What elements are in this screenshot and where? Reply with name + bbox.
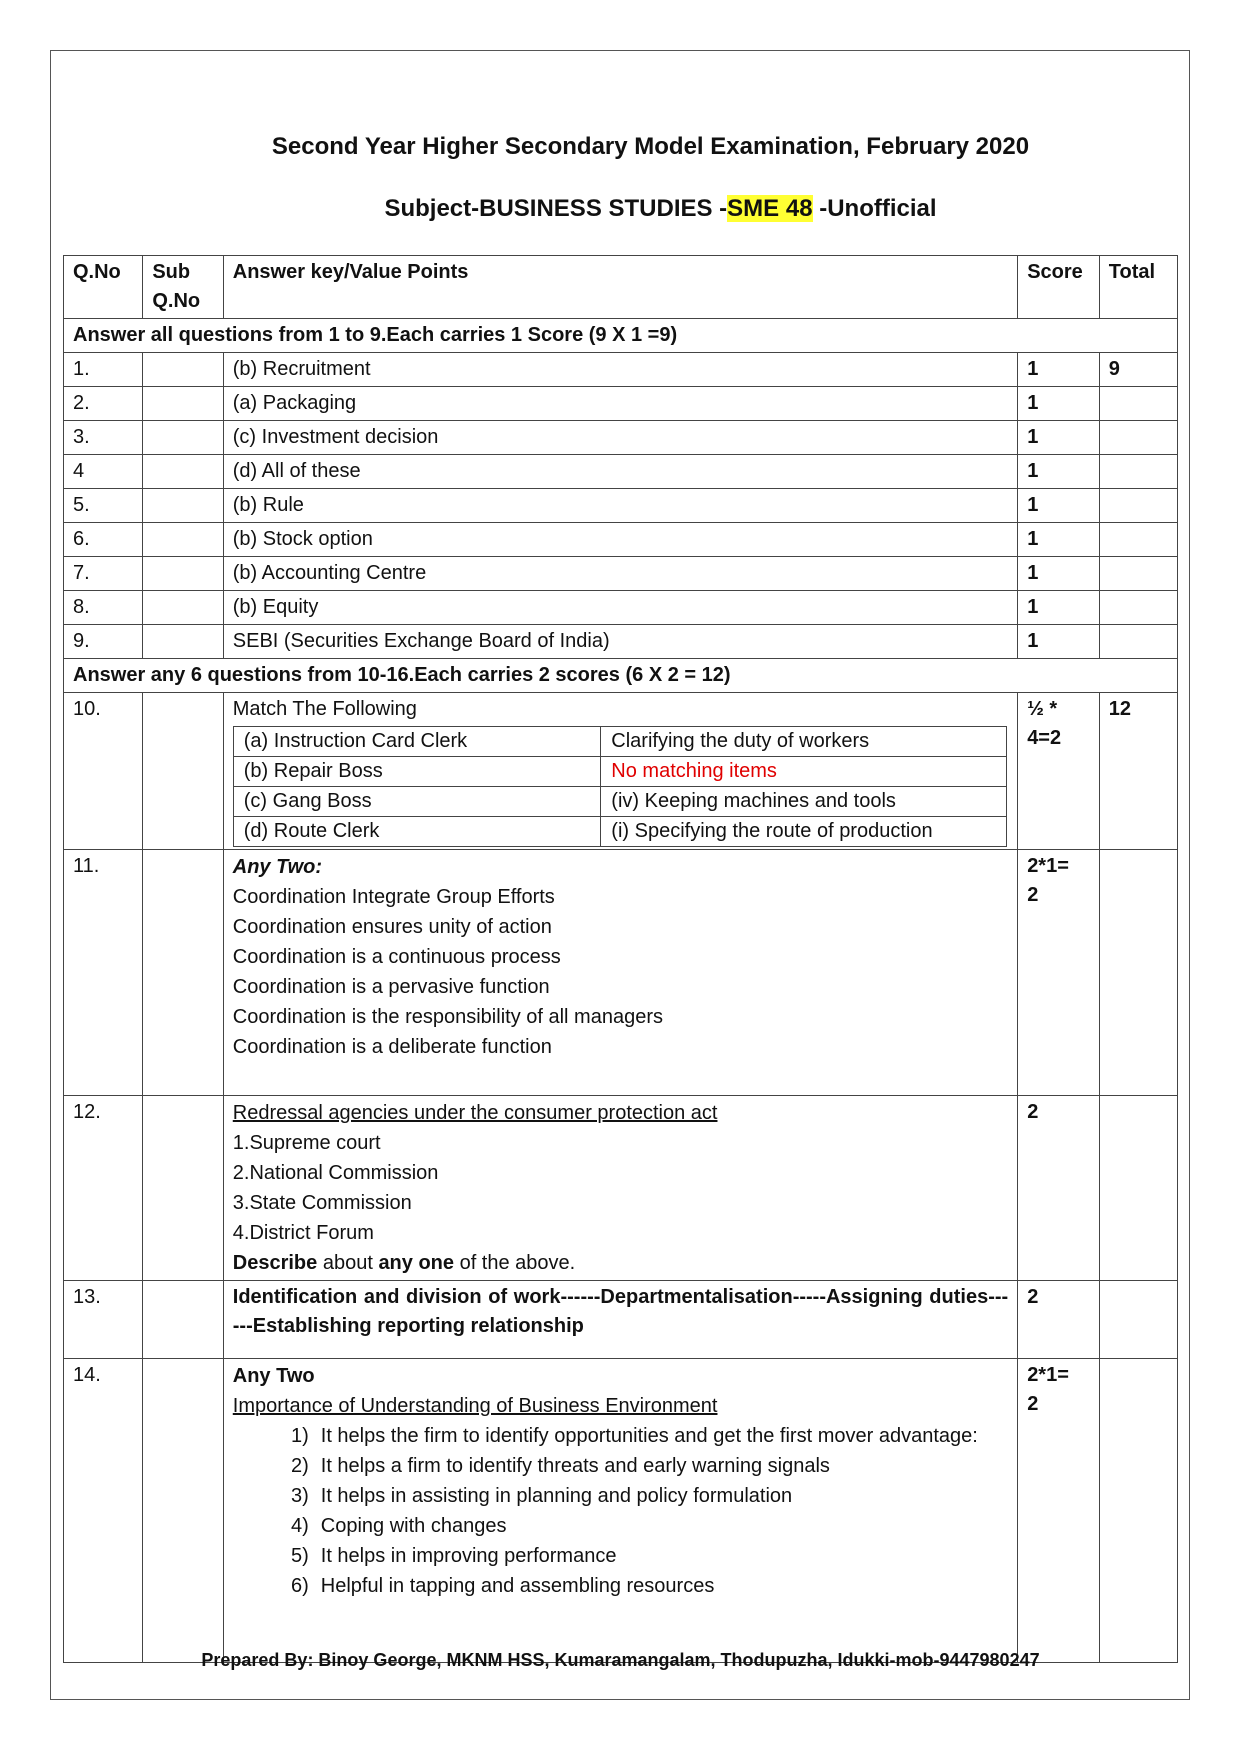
table-row-q14 (64, 1359, 1178, 1663)
score-cell: 1 (1018, 557, 1100, 591)
exam-title: Second Year Higher Secondary Model Examination, February 2020 (271, 133, 1030, 160)
list-number: 4) (290, 1515, 309, 1537)
table-row (64, 489, 1178, 523)
any-two-label: Any Two (232, 1365, 315, 1387)
table-row (64, 353, 1178, 387)
note-text: about (317, 1252, 379, 1274)
list-item (273, 1571, 1008, 1601)
list-number: 3) (290, 1485, 309, 1507)
answer-cell (223, 693, 1017, 850)
answer-cell (223, 1359, 1017, 1663)
subqno-cell (143, 591, 223, 625)
match-row (233, 787, 1006, 817)
total-cell (1099, 557, 1177, 591)
match-right: Clarifying the duty of workers (601, 727, 1006, 757)
qno-cell: 2. (64, 387, 143, 421)
match-right: (iv) Keeping machines and tools (601, 787, 1006, 817)
score-cell: 1 (1018, 489, 1100, 523)
note-bold: any one (378, 1252, 455, 1274)
total-cell (1099, 489, 1177, 523)
list-text: It helps a firm to identify threats and early warning signals (320, 1455, 830, 1477)
note-text: of the above. (454, 1252, 576, 1274)
score-line: 2 (1027, 1393, 1039, 1415)
answer-cell: (a) Packaging (223, 387, 1017, 421)
qno-cell: 14. (64, 1359, 143, 1663)
subqno-cell (143, 455, 223, 489)
subject-prefix: Subject-BUSINESS STUDIES - (384, 195, 728, 222)
qno-cell: 6. (64, 523, 143, 557)
col-header-answer: Answer key/Value Points (223, 256, 1017, 319)
subqno-cell (143, 523, 223, 557)
total-cell (1099, 421, 1177, 455)
col-header-total: Total (1099, 256, 1177, 319)
qno-cell: 4 (64, 455, 143, 489)
list-item (273, 1451, 1008, 1481)
score-cell: 1 (1018, 625, 1100, 659)
score-line: 2 (1027, 884, 1039, 906)
col-header-qno: Q.No (64, 256, 143, 319)
note-bold: Describe (232, 1252, 318, 1274)
score-cell: 1 (1018, 591, 1100, 625)
total-cell: 9 (1099, 353, 1177, 387)
total-cell (1099, 387, 1177, 421)
table-row-q13 (64, 1281, 1178, 1359)
qno-cell: 3. (64, 421, 143, 455)
answer-cell (223, 1096, 1017, 1281)
answer-cell: (b) Recruitment (223, 353, 1017, 387)
subject-code-highlight: SME 48 (727, 195, 813, 222)
table-row (64, 387, 1178, 421)
list-text: It helps in improving performance (320, 1545, 617, 1567)
col-header-subqno: Sub Q.No (143, 256, 223, 319)
list-text: It helps the firm to identify opportunities and get the first mover advantage: (320, 1425, 978, 1447)
qno-cell: 12. (64, 1096, 143, 1281)
total-cell (1099, 850, 1177, 1096)
match-row (233, 817, 1006, 847)
list-item: Coordination is a pervasive function (232, 976, 550, 998)
list-number: 1) (290, 1425, 309, 1447)
total-cell (1099, 455, 1177, 489)
q12-note (233, 1248, 1008, 1278)
subject-suffix: -Unofficial (812, 195, 937, 222)
table-row (64, 455, 1178, 489)
score-cell (1018, 1359, 1100, 1663)
score-cell (1018, 693, 1100, 850)
total-cell: 12 (1099, 693, 1177, 850)
subqno-cell (143, 1281, 223, 1359)
score-cell (1018, 850, 1100, 1096)
qno-cell: 1. (64, 353, 143, 387)
score-cell: 2 (1018, 1281, 1100, 1359)
match-row (233, 757, 1006, 787)
subqno-cell (143, 693, 223, 850)
list-item: 4.District Forum (232, 1222, 374, 1244)
list-text: It helps in assisting in planning and policy formulation (320, 1485, 793, 1507)
list-item: 3.State Commission (232, 1192, 412, 1214)
list-item: Coordination is a continuous process (232, 946, 561, 968)
total-cell (1099, 625, 1177, 659)
score-line: ½ * (1027, 698, 1058, 720)
match-right: (i) Specifying the route of production (601, 817, 1006, 847)
score-cell: 1 (1018, 421, 1100, 455)
score-cell: 2 (1018, 1096, 1100, 1281)
answer-cell: (b) Equity (223, 591, 1017, 625)
subqno-cell (143, 850, 223, 1096)
qno-cell: 8. (64, 591, 143, 625)
match-left: (a) Instruction Card Clerk (233, 727, 601, 757)
answer-cell: Identification and division of work------Departmentalisation-----Assigning duties------Establishing reporting relationship (223, 1281, 1017, 1359)
table-row-q12 (64, 1096, 1178, 1281)
section-heading-row (64, 659, 1178, 693)
subqno-cell (143, 625, 223, 659)
answer-cell: (b) Accounting Centre (223, 557, 1017, 591)
qno-cell: 9. (64, 625, 143, 659)
list-item (273, 1481, 1008, 1511)
list-number: 6) (290, 1575, 309, 1597)
answer-cell: (b) Stock option (223, 523, 1017, 557)
answer-cell: (b) Rule (223, 489, 1017, 523)
list-item (273, 1421, 1008, 1451)
q14-heading: Importance of Understanding of Business Environment (232, 1395, 718, 1417)
list-item: Coordination Integrate Group Efforts (232, 886, 555, 908)
numbered-list (233, 1421, 1008, 1601)
footer-credit: Prepared By: Binoy George, MKNM HSS, Kumaramangalam, Thodupuzha, Idukki-mob-9447980247 (201, 1650, 1040, 1670)
score-cell: 1 (1018, 387, 1100, 421)
qno-cell: 11. (64, 850, 143, 1096)
section2-heading: Answer any 6 questions from 10-16.Each carries 2 scores (6 X 2 = 12) (64, 659, 1178, 693)
list-number: 2) (290, 1455, 309, 1477)
section1-heading: Answer all questions from 1 to 9.Each carries 1 Score (9 X 1 =9) (64, 319, 1178, 353)
total-cell (1099, 523, 1177, 557)
score-cell: 1 (1018, 455, 1100, 489)
list-item: 1.Supreme court (232, 1132, 381, 1154)
match-right-no-match: No matching items (601, 757, 1006, 787)
list-text: Coping with changes (320, 1515, 507, 1537)
subqno-cell (143, 1359, 223, 1663)
qno-cell: 5. (64, 489, 143, 523)
table-row-q11 (64, 850, 1178, 1096)
total-cell (1099, 591, 1177, 625)
total-cell (1099, 1096, 1177, 1281)
subqno-cell (143, 387, 223, 421)
qno-cell: 10. (64, 693, 143, 850)
table-row (64, 421, 1178, 455)
list-item: Coordination is the responsibility of all managers (232, 1006, 663, 1028)
table-row (64, 523, 1178, 557)
list-number: 5) (290, 1545, 309, 1567)
answer-key-table (63, 255, 1178, 1663)
list-item: Coordination ensures unity of action (232, 916, 552, 938)
q12-heading: Redressal agencies under the consumer protection act (232, 1102, 718, 1124)
list-item: Coordination is a deliberate function (232, 1036, 552, 1058)
match-table (233, 726, 1007, 847)
qno-cell: 7. (64, 557, 143, 591)
match-left: (b) Repair Boss (233, 757, 601, 787)
subqno-cell (143, 353, 223, 387)
subject-line (40, 195, 1241, 223)
subqno-cell (143, 489, 223, 523)
subqno-cell (143, 557, 223, 591)
score-line: 4=2 (1027, 727, 1062, 749)
qno-cell: 13. (64, 1281, 143, 1359)
match-row (233, 727, 1006, 757)
table-row (64, 591, 1178, 625)
score-cell: 1 (1018, 523, 1100, 557)
section-heading-row (64, 319, 1178, 353)
answer-cell: (d) All of these (223, 455, 1017, 489)
list-item (273, 1541, 1008, 1571)
list-text: Helpful in tapping and assembling resources (320, 1575, 715, 1597)
score-cell: 1 (1018, 353, 1100, 387)
col-header-score: Score (1018, 256, 1100, 319)
total-cell (1099, 1281, 1177, 1359)
table-row (64, 557, 1178, 591)
score-line: 2*1= (1027, 855, 1069, 877)
answer-cell: (c) Investment decision (223, 421, 1017, 455)
match-title: Match The Following (232, 698, 417, 720)
list-item: 2.National Commission (232, 1162, 439, 1184)
score-line: 2*1= (1027, 1364, 1069, 1386)
table-row-q10 (64, 693, 1178, 850)
list-item (273, 1511, 1008, 1541)
total-cell (1099, 1359, 1177, 1663)
table-header-row (64, 256, 1178, 319)
match-left: (d) Route Clerk (233, 817, 601, 847)
match-left: (c) Gang Boss (233, 787, 601, 817)
answer-cell (223, 850, 1017, 1096)
subqno-cell (143, 421, 223, 455)
any-two-label: Any Two: (232, 856, 323, 878)
subqno-cell (143, 1096, 223, 1281)
table-row (64, 625, 1178, 659)
answer-cell: SEBI (Securities Exchange Board of India) (223, 625, 1017, 659)
